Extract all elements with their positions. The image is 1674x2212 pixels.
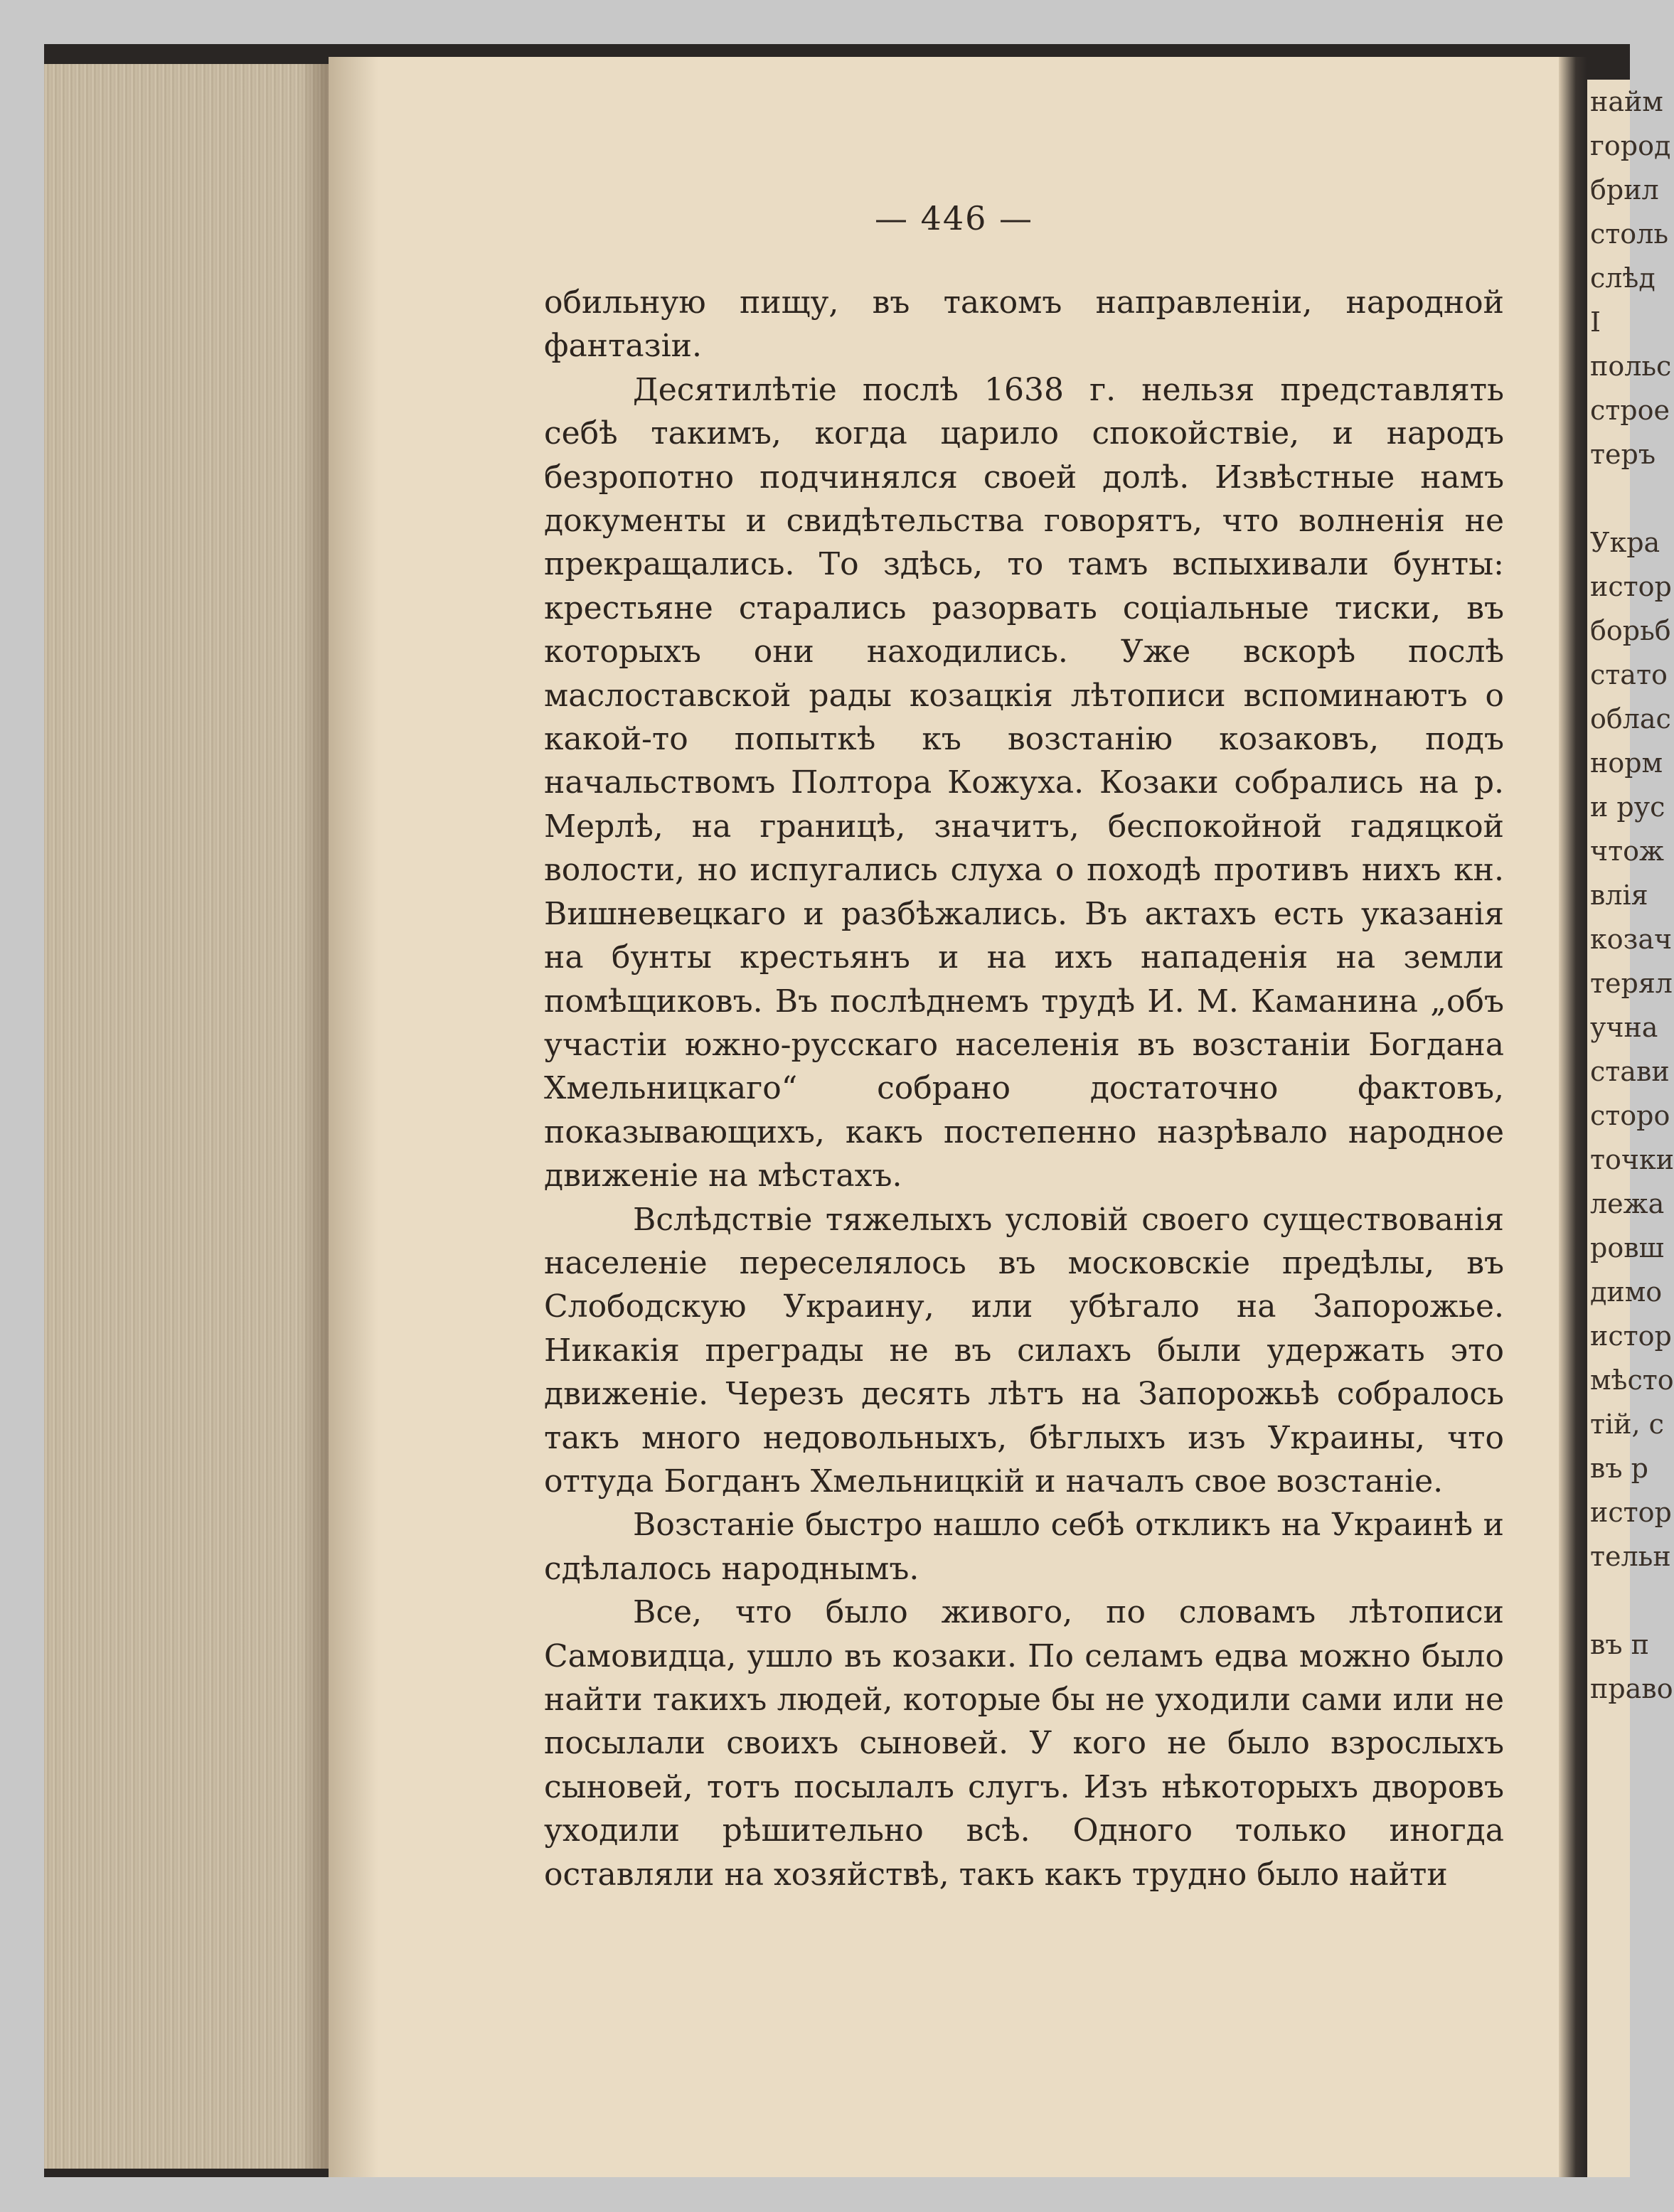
page-number: — 446 —	[875, 199, 1034, 237]
adjacent-page-fragment: право	[1590, 1673, 1673, 1704]
adjacent-page-fragment	[1587, 476, 1630, 520]
adjacent-page-fragment: найм	[1590, 86, 1663, 117]
adjacent-page-fragment: теръ	[1590, 439, 1656, 470]
adjacent-page-fragment: брил	[1590, 174, 1659, 205]
adjacent-page-fragment	[1587, 1578, 1630, 1623]
adjacent-page-fragment: въ р	[1590, 1453, 1648, 1484]
adjacent-page-fragment: чтож	[1590, 835, 1664, 867]
adjacent-page-fragment: тельн	[1590, 1541, 1671, 1572]
body-text	[544, 281, 1504, 1896]
adjacent-page-fragment: и рус	[1590, 791, 1665, 823]
adjacent-page-fragment: тій, с	[1590, 1409, 1664, 1440]
adjacent-page-fragment: столь	[1590, 218, 1669, 250]
adjacent-page-fragment: истор	[1590, 571, 1672, 602]
adjacent-page-fragment: козач	[1590, 924, 1673, 955]
adjacent-page-fragment: влія	[1590, 880, 1648, 911]
adjacent-page-fragment: сторо	[1590, 1100, 1670, 1131]
adjacent-page	[1587, 80, 1674, 2177]
adjacent-page-fragment: терял	[1590, 968, 1673, 999]
paragraph: Десятилѣтіе послѣ 1638 г. нельзя представлять себѣ такимъ, когда царило спокойствіе, и народъ безропотно подчинялся своей долѣ. Извѣстные намъ документы и свидѣтельства говорятъ, что волненія не прекращались. То здѣсь, то тамъ вспыхивали бунты: крестьяне старались разорвать соціальные тиски, въ которыхъ они находились. Уже вскорѣ послѣ маслоставской рады козацкія лѣтописи вспоминаютъ о какой-то попыткѣ къ возстанію козаковъ, подъ начальствомъ Полтора Кожуха. Козаки собрались на р. Мерлѣ, на границѣ, значитъ, беспокойной гадяцкой волости, но испугались слуха о походѣ противъ нихъ кн. Вишневецкаго и разбѣжались. Въ актахъ есть указанія на бунты крестьянъ и на ихъ нападенія на земли помѣщиковъ. Въ послѣднемъ трудѣ И. М. Каманина „объ участіи южно-русскаго населенія въ возстаніи Богдана Хмельницкаго“ собрано достаточно фактовъ, показывающихъ, какъ постепенно назрѣвало народное движеніе на мѣстахъ.	[544, 371, 1504, 1195]
paragraph: Возстаніе быстро нашло себѣ откликъ на Украинѣ и сдѣлалось народнымъ.	[544, 1507, 1504, 1587]
paragraph: обильную пищу, въ такомъ направленіи, народной фантазіи.	[544, 284, 1504, 365]
adjacent-page-fragment: стави	[1590, 1056, 1670, 1087]
adjacent-page-fragment: стато	[1590, 659, 1668, 690]
adjacent-page-fragment: город	[1590, 130, 1671, 161]
adjacent-page-fragment: польс	[1590, 351, 1672, 382]
adjacent-page-fragment: истор	[1590, 1497, 1672, 1528]
adjacent-page-fragment: ровш	[1590, 1232, 1664, 1263]
adjacent-page-fragment: І	[1590, 306, 1601, 338]
adjacent-page-fragment: учна	[1590, 1012, 1658, 1043]
adjacent-page-fragment: норм	[1590, 747, 1663, 779]
adjacent-page-fragment: истор	[1590, 1320, 1672, 1352]
adjacent-page-fragment: лежа	[1590, 1188, 1665, 1219]
adjacent-page-fragment: димо	[1590, 1276, 1663, 1308]
adjacent-page-fragment: точки	[1590, 1144, 1674, 1175]
adjacent-page-fragment: борьб	[1590, 615, 1671, 646]
adjacent-page-fragment: строе	[1590, 395, 1670, 426]
adjacent-page-fragment: въ п	[1590, 1629, 1649, 1660]
adjacent-page-fragment: Укра	[1590, 527, 1660, 558]
adjacent-page-fragments	[1587, 80, 1674, 1711]
adjacent-page-fragment: облас	[1590, 703, 1671, 734]
paragraph: Вслѣдствіе тяжелыхъ условій своего существованія населеніе переселялось въ московскіе предѣлы, въ Слободскую Украину, или убѣгало на Запорожье. Никакія преграды не въ силахъ были удержать это движеніе. Черезъ десять лѣтъ на Запорожьѣ собралось такъ много недовольныхъ, бѣглыхъ изъ Украины, что оттуда Богданъ Хмельницкій и началъ свое возстаніе.	[544, 1201, 1504, 1500]
page-edges	[44, 64, 329, 2169]
paragraph: Все, что было живого, по словамъ лѣтописи Самовидца, ушло въ козаки. По селамъ едва можно было найти такихъ людей, которые бы не уходили сами или не посылали своихъ сыновей. У кого не было взрослыхъ сыновей, тотъ посылалъ слугъ. Изъ нѣкоторыхъ дворовъ уходили рѣшительно всѣ. Одного только иногда оставляли на хозяйствѣ, такъ какъ трудно было найти	[544, 1594, 1504, 1893]
adjacent-page-fragment: слѣд	[1590, 262, 1656, 294]
book-gutter	[1559, 57, 1587, 2177]
adjacent-page-fragment: мѣсто	[1590, 1364, 1674, 1396]
